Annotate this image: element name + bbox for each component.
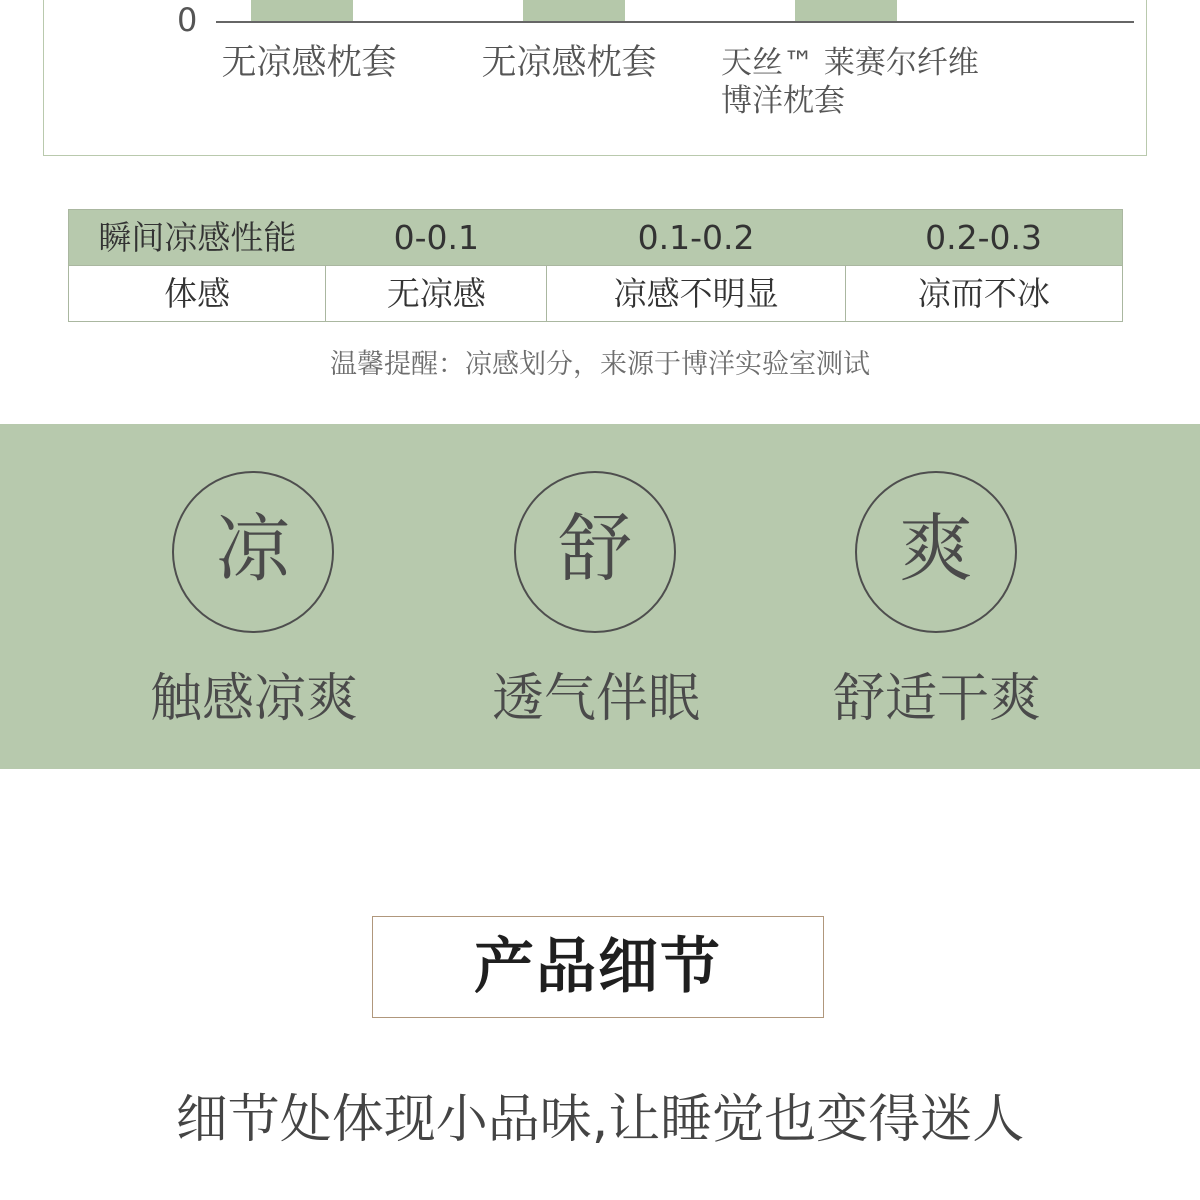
table-header-cell: 0-0.1 — [326, 210, 547, 266]
cool-badge-icon: 凉 — [172, 471, 334, 633]
feature-band — [0, 424, 1200, 769]
x-tick-label-text: 无凉感枕套 — [221, 43, 397, 83]
feature-label: 透气伴眠 — [491, 669, 700, 729]
table-header-row — [69, 210, 1123, 266]
x-tick-label-line2: 博洋枕套 — [721, 83, 845, 119]
table-header-cell: 0.1-0.2 — [547, 210, 845, 266]
feature-label: 触感凉爽 — [149, 669, 358, 729]
section-subtitle: 细节处体现小品味,让睡觉也变得迷人 — [175, 1090, 1025, 1150]
table-header-cell: 瞬间凉感性能 — [69, 210, 326, 266]
section-title: 产品细节 — [474, 932, 722, 1002]
table-cell: 体感 — [69, 266, 326, 322]
table-cell: 凉感不明显 — [547, 266, 845, 322]
cooling-table — [68, 209, 1123, 322]
feature-label: 舒适干爽 — [832, 669, 1041, 729]
chart-bar — [251, 0, 353, 21]
comfort-badge-icon: 舒 — [514, 471, 676, 633]
x-tick-label-line1: 天丝™ 莱赛尔纤维 — [721, 45, 979, 81]
chart-bar — [523, 0, 625, 21]
x-tick-label — [189, 43, 429, 83]
table-cell: 无凉感 — [326, 266, 547, 322]
table-header-cell: 0.2-0.3 — [845, 210, 1122, 266]
x-tick-label — [449, 43, 689, 83]
section-title-frame — [372, 916, 824, 1018]
x-tick-label — [721, 44, 1021, 120]
lab-test-note: 温馨提醒：凉感划分，来源于博洋实验室测试 — [330, 349, 870, 380]
dry-badge-icon: 爽 — [855, 471, 1017, 633]
x-axis-line — [216, 21, 1134, 23]
chart-frame — [43, 0, 1147, 156]
table-cell: 凉而不冰 — [845, 266, 1122, 322]
y-axis-zero-tick: 0 — [177, 1, 198, 39]
chart-bar — [795, 0, 897, 21]
x-tick-label-text: 无凉感枕套 — [481, 43, 657, 83]
table-row — [69, 266, 1123, 322]
